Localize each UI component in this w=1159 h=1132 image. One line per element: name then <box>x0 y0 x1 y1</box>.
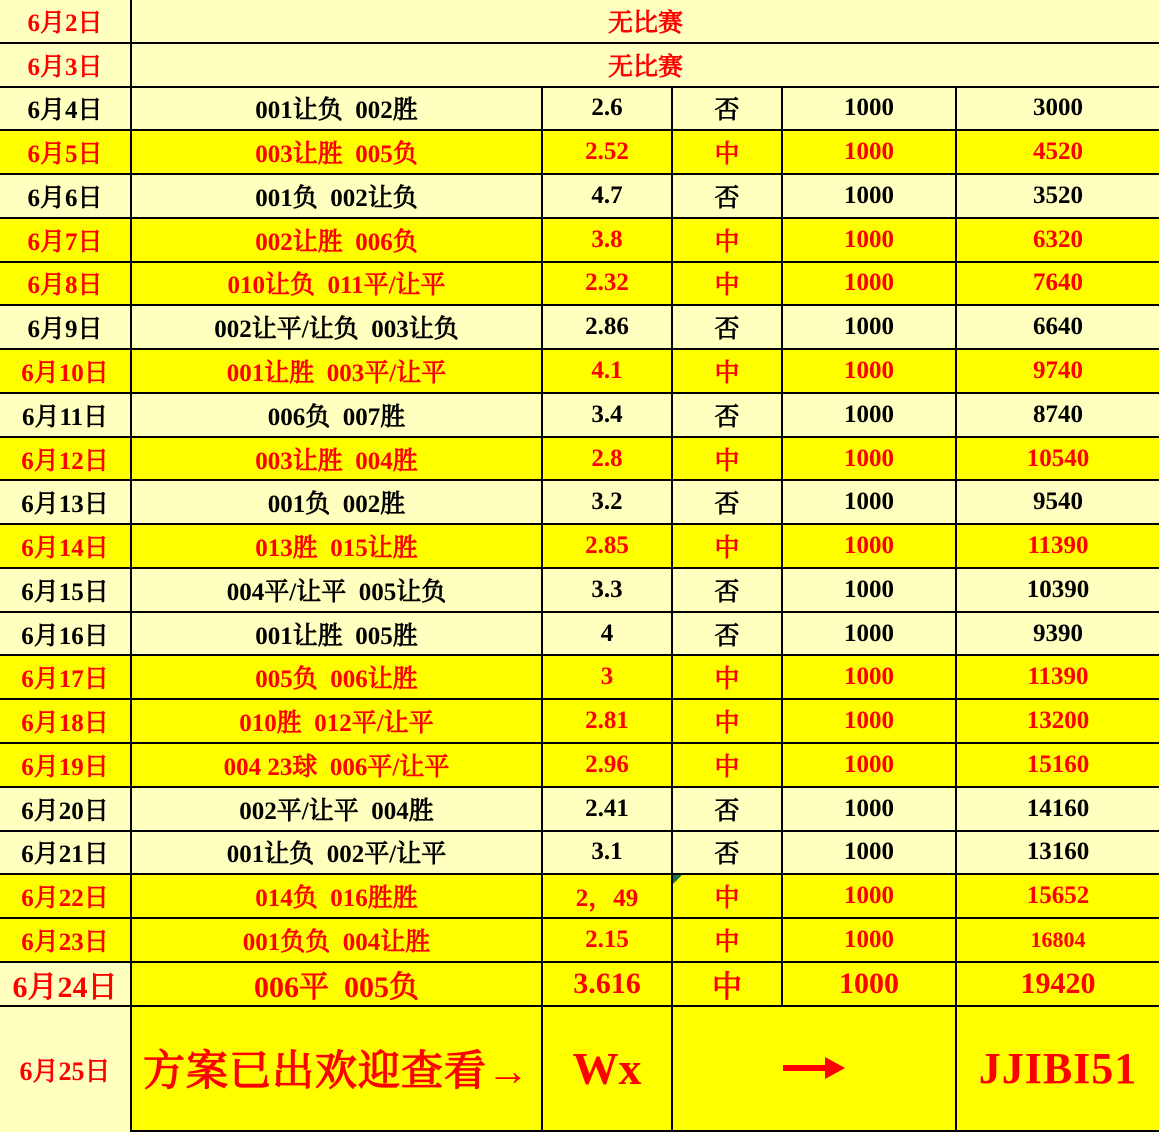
result-cell[interactable]: 中 <box>673 438 783 480</box>
result-cell[interactable]: 中 <box>673 744 783 786</box>
odds-cell[interactable]: 2.41 <box>543 788 673 830</box>
odds-cell[interactable]: 4.1 <box>543 350 673 392</box>
result-cell[interactable]: 否 <box>673 175 783 217</box>
date-cell[interactable]: 6月21日 <box>0 832 132 874</box>
date-cell[interactable]: 6月15日 <box>0 569 132 611</box>
footer-message-label: 方案已出欢迎查看→ <box>142 1049 530 1096</box>
odds-cell[interactable]: 4.7 <box>543 175 673 217</box>
result-cell[interactable]: 否 <box>673 481 783 523</box>
wx-label: Wx <box>572 1042 642 1094</box>
result-cell[interactable]: 否 <box>673 88 783 130</box>
date-cell[interactable]: 6月17日 <box>0 656 132 698</box>
odds-cell[interactable]: 2.15 <box>543 919 673 961</box>
date-cell[interactable]: 6月14日 <box>0 525 132 567</box>
match-picks-cell[interactable]: 006负 007胜 <box>132 394 543 436</box>
table-row <box>0 44 1159 88</box>
odds-cell[interactable]: 4 <box>543 613 673 655</box>
match-picks-cell[interactable]: 001让胜 005胜 <box>132 613 543 655</box>
result-cell[interactable]: 中 <box>673 350 783 392</box>
footer-code-cell[interactable] <box>957 1007 1159 1132</box>
balance-cell[interactable]: 10390 <box>1026 575 1090 603</box>
stake-cell[interactable]: 1000 <box>783 263 957 305</box>
footer-arrow-cell[interactable] <box>673 1007 957 1132</box>
match-picks-cell[interactable]: 013胜 015让胜 <box>132 525 543 567</box>
table-row <box>0 700 1159 744</box>
date-cell[interactable]: 6月22日 <box>0 875 132 917</box>
result-cell[interactable]: 中 <box>673 263 783 305</box>
date-cell[interactable]: 6月5日 <box>0 131 132 173</box>
table-row <box>0 306 1159 350</box>
footer-message-cell[interactable] <box>132 1007 543 1132</box>
balance-cell[interactable]: 16804 <box>1030 926 1086 952</box>
stake-cell[interactable]: 1000 <box>783 919 957 961</box>
table-row <box>0 438 1159 482</box>
no-match-cell[interactable]: 无比赛 <box>607 53 683 81</box>
balance-cell[interactable]: 13160 <box>1026 838 1090 866</box>
stake-cell[interactable]: 1000 <box>783 788 957 830</box>
result-cell[interactable]: 中 <box>673 875 783 917</box>
date-cell[interactable]: 6月4日 <box>0 88 132 130</box>
balance-cell[interactable]: 3000 <box>1033 94 1083 122</box>
match-picks-cell[interactable]: 001负 002胜 <box>132 481 543 523</box>
odds-cell[interactable]: 2.86 <box>543 306 673 348</box>
match-picks-cell[interactable]: 002让平/让负 003让负 <box>132 306 543 348</box>
balance-cell[interactable]: 11390 <box>1027 532 1089 560</box>
date-cell[interactable]: 6月18日 <box>0 700 132 742</box>
odds-cell[interactable]: 2.32 <box>543 263 673 305</box>
stake-cell[interactable]: 1000 <box>783 700 957 742</box>
odds-cell[interactable]: 2，49 <box>543 875 673 917</box>
balance-cell[interactable]: 8740 <box>1033 400 1083 428</box>
odds-cell[interactable]: 2.96 <box>543 744 673 786</box>
balance-cell[interactable]: 14160 <box>1026 794 1090 822</box>
odds-cell[interactable]: 3.8 <box>543 219 673 261</box>
match-picks-cell[interactable]: 003让胜 004胜 <box>132 438 543 480</box>
match-picks-cell[interactable]: 001让负 002平/让平 <box>132 832 543 874</box>
date-cell[interactable]: 6月12日 <box>0 438 132 480</box>
date-cell[interactable]: 6月8日 <box>0 263 132 305</box>
result-cell[interactable]: 否 <box>673 306 783 348</box>
footer-row <box>0 1007 1159 1132</box>
table-row <box>0 0 1159 44</box>
result-cell[interactable]: 否 <box>673 613 783 655</box>
date-cell[interactable]: 6月10日 <box>0 350 132 392</box>
table-row <box>0 525 1159 569</box>
table-row <box>0 875 1159 919</box>
balance-cell[interactable]: 6320 <box>1033 225 1083 253</box>
result-cell[interactable]: 中 <box>673 700 783 742</box>
date-cell[interactable]: 6月23日 <box>0 919 132 961</box>
stake-cell[interactable]: 1000 <box>783 438 957 480</box>
date-cell[interactable]: 6月6日 <box>0 175 132 217</box>
result-cell[interactable]: 中 <box>673 963 783 1005</box>
stake-cell[interactable]: 1000 <box>783 963 957 1005</box>
stake-cell[interactable]: 1000 <box>783 306 957 348</box>
table-row <box>0 394 1159 438</box>
balance-cell[interactable]: 7640 <box>1033 269 1083 297</box>
balance-cell[interactable]: 15160 <box>1026 750 1090 778</box>
odds-cell[interactable]: 2.81 <box>543 700 673 742</box>
result-cell[interactable]: 否 <box>673 569 783 611</box>
footer-code-label: JJIBI51 <box>978 1043 1138 1093</box>
table-row <box>0 131 1159 175</box>
balance-cell[interactable]: 10540 <box>1026 444 1090 472</box>
date-cell[interactable]: 6月11日 <box>0 394 132 436</box>
footer-wx-cell[interactable] <box>543 1007 673 1132</box>
match-picks-cell[interactable]: 010胜 012平/让平 <box>132 700 543 742</box>
result-cell[interactable]: 中 <box>673 919 783 961</box>
stake-cell[interactable]: 1000 <box>783 481 957 523</box>
stake-cell[interactable]: 1000 <box>783 525 957 567</box>
stake-cell[interactable]: 1000 <box>783 569 957 611</box>
stake-cell[interactable]: 1000 <box>783 656 957 698</box>
odds-cell[interactable]: 2.85 <box>543 525 673 567</box>
result-cell[interactable]: 否 <box>673 832 783 874</box>
match-picks-cell[interactable]: 010让负 011平/让平 <box>132 263 543 305</box>
date-cell[interactable]: 6月2日 <box>0 0 132 42</box>
no-match-cell[interactable]: 无比赛 <box>607 9 683 37</box>
odds-cell[interactable]: 3.1 <box>543 832 673 874</box>
match-picks-cell[interactable]: 003让胜 005负 <box>132 131 543 173</box>
match-picks-cell[interactable]: 001让胜 003平/让平 <box>132 350 543 392</box>
result-cell[interactable]: 中 <box>673 656 783 698</box>
result-cell[interactable]: 中 <box>673 131 783 173</box>
footer-date-cell[interactable] <box>0 1007 132 1132</box>
match-picks-cell[interactable]: 004平/让平 005让负 <box>132 569 543 611</box>
stake-cell[interactable]: 1000 <box>783 350 957 392</box>
stake-cell[interactable]: 1000 <box>783 131 957 173</box>
date-cell[interactable]: 6月20日 <box>0 788 132 830</box>
odds-cell[interactable]: 3.2 <box>543 481 673 523</box>
balance-cell[interactable]: 4520 <box>1033 138 1083 166</box>
table-row <box>0 963 1159 1007</box>
odds-cell[interactable]: 2.52 <box>543 131 673 173</box>
balance-cell[interactable]: 9740 <box>1033 357 1083 384</box>
table-row <box>0 744 1159 788</box>
match-picks-cell[interactable]: 002让胜 006负 <box>132 219 543 261</box>
match-picks-cell[interactable]: 002平/让平 004胜 <box>132 788 543 830</box>
odds-cell[interactable]: 2.6 <box>543 88 673 130</box>
stake-cell[interactable]: 1000 <box>783 88 957 130</box>
table-row <box>0 175 1159 219</box>
result-cell[interactable]: 否 <box>673 788 783 830</box>
result-cell[interactable]: 中 <box>673 525 783 567</box>
match-picks-cell[interactable]: 001负负 004让胜 <box>132 919 543 961</box>
balance-cell[interactable]: 6640 <box>1033 313 1083 341</box>
table-row <box>0 263 1159 307</box>
match-picks-cell[interactable]: 001让负 002胜 <box>132 88 543 130</box>
footer-date-label: 6月25日 <box>19 1056 111 1086</box>
match-picks-cell[interactable]: 005负 006让胜 <box>132 656 543 698</box>
result-cell[interactable]: 中 <box>673 219 783 261</box>
odds-cell[interactable]: 3.3 <box>543 569 673 611</box>
balance-cell[interactable]: 11390 <box>1027 663 1089 691</box>
date-cell[interactable]: 6月7日 <box>0 219 132 261</box>
stake-cell[interactable]: 1000 <box>783 613 957 655</box>
right-arrow-icon <box>783 1057 845 1079</box>
balance-cell[interactable]: 9540 <box>1033 488 1083 516</box>
date-cell[interactable]: 6月9日 <box>0 306 132 348</box>
table-row <box>0 613 1159 657</box>
result-cell[interactable]: 否 <box>673 394 783 436</box>
odds-cell[interactable]: 2.8 <box>543 438 673 480</box>
table-row <box>0 481 1159 525</box>
odds-cell[interactable]: 3 <box>543 656 673 698</box>
table-row <box>0 832 1159 876</box>
date-cell[interactable]: 6月13日 <box>0 481 132 523</box>
cell-error-marker-icon <box>673 875 682 884</box>
stake-cell[interactable]: 1000 <box>783 744 957 786</box>
table-row <box>0 219 1159 263</box>
odds-cell[interactable]: 3.616 <box>543 963 673 1005</box>
balance-cell[interactable]: 13200 <box>1026 707 1090 735</box>
date-cell[interactable]: 6月3日 <box>0 44 132 86</box>
stake-cell[interactable]: 1000 <box>783 875 957 917</box>
table-row <box>0 569 1159 613</box>
table-row <box>0 350 1159 394</box>
stake-cell[interactable]: 1000 <box>783 219 957 261</box>
match-picks-cell[interactable]: 006平 005负 <box>132 963 543 1005</box>
balance-cell[interactable]: 19420 <box>1020 966 1096 1000</box>
match-picks-cell[interactable]: 001负 002让负 <box>132 175 543 217</box>
stake-cell[interactable]: 1000 <box>783 394 957 436</box>
table-row <box>0 88 1159 132</box>
stake-cell[interactable]: 1000 <box>783 832 957 874</box>
date-cell[interactable]: 6月24日 <box>0 963 132 1005</box>
balance-cell[interactable]: 3520 <box>1033 181 1083 209</box>
balance-cell[interactable]: 9390 <box>1033 619 1083 647</box>
date-cell[interactable]: 6月16日 <box>0 613 132 655</box>
odds-cell[interactable]: 3.4 <box>543 394 673 436</box>
match-picks-cell[interactable]: 004 23球 006平/让平 <box>132 744 543 786</box>
stake-cell[interactable]: 1000 <box>783 175 957 217</box>
match-picks-cell[interactable]: 014负 016胜胜 <box>132 875 543 917</box>
balance-cell[interactable]: 15652 <box>1026 882 1090 910</box>
date-cell[interactable]: 6月19日 <box>0 744 132 786</box>
table-row <box>0 919 1159 963</box>
table-row <box>0 656 1159 700</box>
table-row <box>0 788 1159 832</box>
